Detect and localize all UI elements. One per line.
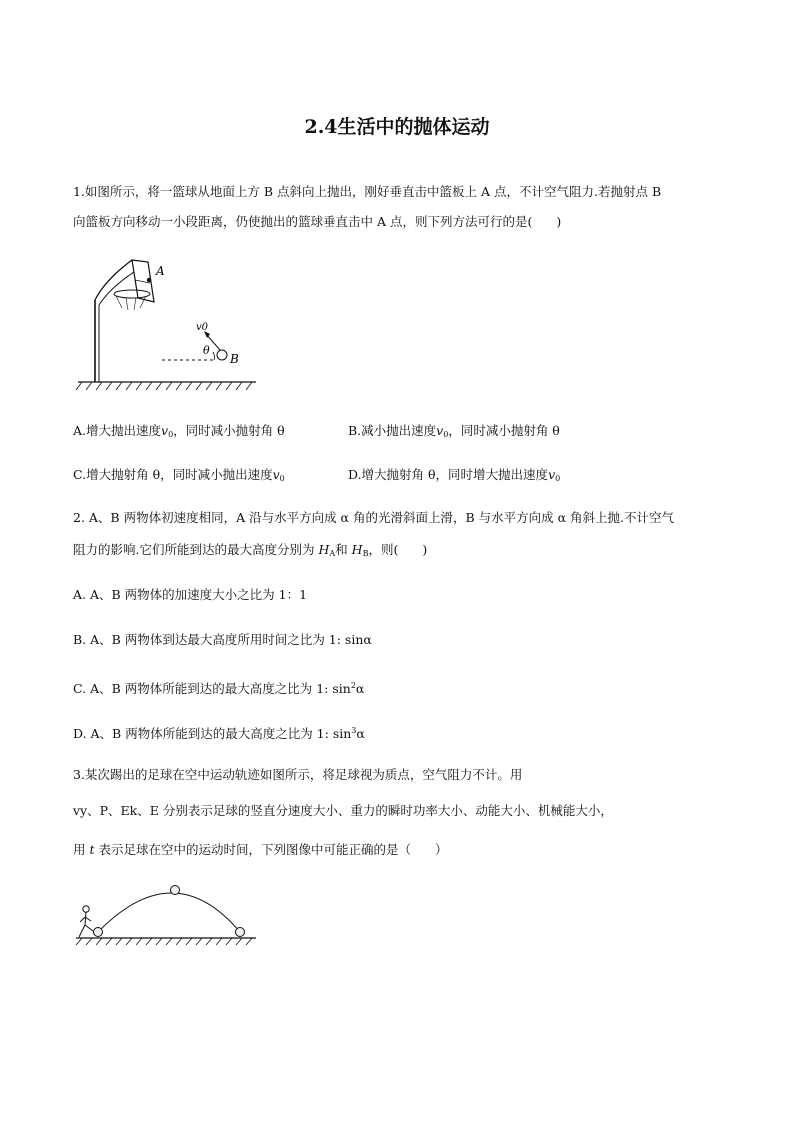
basketball-figure [70, 250, 270, 395]
label-theta: θ [203, 344, 210, 357]
q1-stem-line2-text: 向篮板方向移动一小段距离，仍使抛出的篮球垂直击中 A 点，则下列方法可行的是( [73, 214, 533, 229]
q2-option-d: D. A、B 两物体所能到达的最大高度之比为 1: $\sin^3\alpha$ [73, 726, 365, 741]
q2-option-a: A. A、B 两物体的加速度大小之比为 1：1 [73, 587, 308, 602]
label-v0: v0 [196, 322, 209, 333]
label-A: A [156, 264, 165, 278]
q1-option-b: B.减小抛出速度$v_0$，同时减小抛射角 θ [348, 423, 560, 439]
q3-stem-line1: 3.某次踢出的足球在空中运动轨迹如图所示，将足球视为质点，空气阻力不计。用 [73, 767, 523, 782]
q2-stem-line1: 2. A、B 两物体初速度相同，A 沿与水平方向成 α 角的光滑斜面上滑，B 与水平方向成 α 角斜上抛.不计空气 [73, 510, 674, 525]
football-trajectory-figure [72, 878, 262, 953]
q3-stem-line2: vy、P、Ek、E 分别表示足球的竖直分速度大小、重力的瞬时功率大小、动能大小、机械能大小， [73, 803, 613, 818]
q2-option-c: C. A、B 两物体所能到达的最大高度之比为 1: $\sin^2\alpha$ [73, 681, 365, 696]
q1-stem-line2 [73, 214, 561, 230]
q1-close-paren: ) [556, 214, 562, 229]
q1-stem-line1: 1.如图所示，将一篮球从地面上方 B 点斜向上抛出，刚好垂直击中篮板上 A 点，不计空气阻力.若抛射点 B [73, 184, 662, 199]
q1-option-a: A.增大抛出速度$v_0$，同时减小抛射角 θ [73, 423, 285, 439]
label-B: B [230, 352, 239, 366]
q1-option-d: D.增大抛射角 θ，同时增大抛出速度$v_0$ [348, 467, 561, 483]
page-title: 2.4生活中的抛体运动 [304, 116, 490, 138]
q2-stem-line2: 阻力的影响.它们所能到达的最大高度分别为 $H_A$和 $H_B$，则( ) [73, 542, 428, 558]
q3-stem-line3: 用 t 表示足球在空中的运动时间，下列图像中可能正确的是（ ） [73, 842, 448, 857]
q1-option-c: C.增大抛射角 θ，同时减小抛出速度$v_0$ [73, 467, 285, 483]
q2-option-b: B. A、B 两物体到达最大高度所用时间之比为 1: sinα [73, 632, 372, 647]
